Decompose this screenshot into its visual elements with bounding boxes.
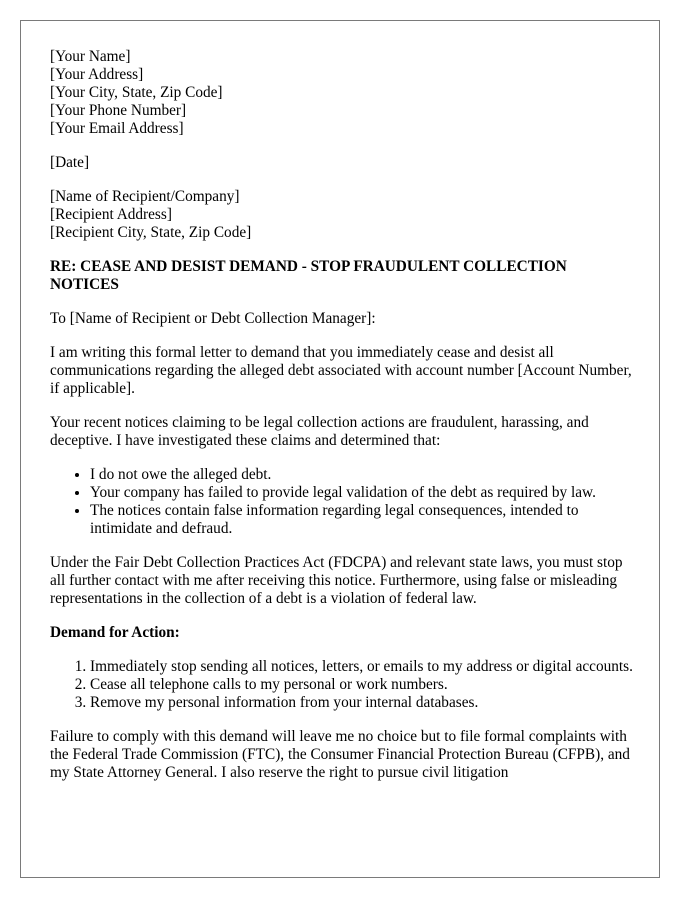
sender-email: [Your Email Address]	[50, 120, 184, 137]
list-item: 1. Immediately stop sending all notices, letters, or emails to my address or digital accounts.	[90, 658, 635, 676]
sender-city-state-zip: [Your City, State, Zip Code]	[50, 84, 223, 101]
list-item: 3. Remove my personal information from your internal databases.	[90, 694, 635, 712]
recipient-city-state-zip: [Recipient City, State, Zip Code]	[50, 224, 252, 241]
demand-heading: Demand for Action:	[50, 624, 180, 641]
sender-address: [Your Address]	[50, 66, 144, 83]
recipient-block	[50, 188, 635, 242]
recipient-name: [Name of Recipient/Company]	[50, 188, 240, 205]
subject-line: RE: CEASE AND DESIST DEMAND - STOP FRAUDULENT COLLECTION NOTICES	[50, 258, 567, 293]
letter-content	[50, 48, 635, 798]
letter-date: [Date]	[50, 154, 90, 171]
body-paragraph-4: Failure to comply with this demand will leave me no choice but to file formal complaints with the Federal Trade Commission (FTC), the Consumer Financial Protection Bureau (CFPB), and my State Attorney General. I also reserve the right to pursue civil litigation	[50, 728, 630, 781]
body-paragraph-2: Your recent notices claiming to be legal collection actions are fraudulent, harassing, and deceptive. I have investigated these claims and determined that:	[50, 414, 589, 449]
findings-list	[50, 466, 635, 538]
recipient-address: [Recipient Address]	[50, 206, 172, 223]
letter-page	[20, 20, 660, 878]
sender-name: [Your Name]	[50, 48, 131, 65]
list-item: 2. Cease all telephone calls to my personal or work numbers.	[90, 676, 635, 694]
sender-phone: [Your Phone Number]	[50, 102, 187, 119]
body-paragraph-3: Under the Fair Debt Collection Practices Act (FDCPA) and relevant state laws, you must stop all further contact with me after receiving this notice. Furthermore, using false or misleading representations in the collection of a debt is a violation of federal law.	[50, 554, 623, 607]
body-paragraph-1: I am writing this formal letter to demand that you immediately cease and desist all communications regarding the alleged debt associated with account number [Account Number, if applicable].	[50, 344, 632, 397]
salutation: To [Name of Recipient or Debt Collection Manager]:	[50, 310, 376, 327]
demands-list	[50, 658, 635, 712]
list-item: • Your company has failed to provide legal validation of the debt as required by law.	[90, 484, 635, 502]
list-item: • I do not owe the alleged debt.	[90, 466, 635, 484]
list-item: • The notices contain false information regarding legal consequences, intended to intimidate and defraud.	[90, 502, 635, 538]
sender-block	[50, 48, 635, 138]
